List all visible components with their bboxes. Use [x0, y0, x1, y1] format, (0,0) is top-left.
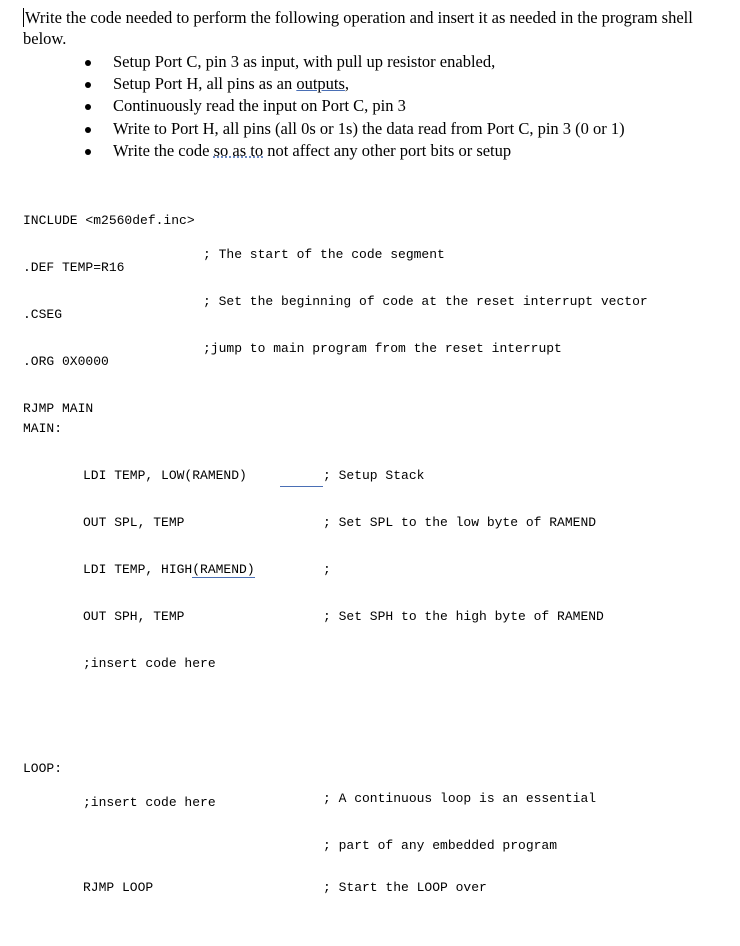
code-line: RJMP MAIN [23, 401, 94, 416]
code-line: OUT SPH, TEMP [83, 609, 185, 624]
text-cursor [23, 8, 24, 27]
code-comment: ; part of any embedded program [323, 838, 558, 853]
loop-label: LOOP: [23, 761, 63, 776]
main-label: MAIN: [23, 421, 63, 436]
code-line: .ORG 0X0000 [23, 354, 109, 369]
code-comment: ; The start of the code segment [203, 247, 445, 262]
grammar-flag-outputs[interactable]: outputs [296, 74, 345, 94]
code-comment: ; Set SPL to the low byte of RAMEND [323, 515, 597, 530]
header-comments [203, 216, 648, 372]
bullet-icon [85, 127, 91, 133]
code-comment: ; Set SPH to the high byte of RAMEND [323, 609, 604, 624]
code-line: .DEF TEMP=R16 [23, 260, 125, 275]
list-item: Setup Port C, pin 3 as input, with pull up resistor enabled, [84, 51, 625, 73]
insert-code-placeholder: ;insert code here [83, 656, 216, 671]
code-comment: ;jump to main program from the reset interrupt [203, 341, 562, 356]
code-comment: ; Setup Stack [323, 468, 425, 483]
ramend-underlined: (RAMEND) [192, 562, 255, 577]
code-line: LDI TEMP, LOW(RAMEND) [83, 468, 247, 483]
bullet-icon [85, 60, 91, 66]
instructions-paragraph [23, 7, 735, 49]
bullet-icon [85, 104, 91, 110]
grammar-flag-so-as-to[interactable]: so as to [213, 140, 264, 160]
underline-extension [280, 486, 323, 487]
insert-code-placeholder: ;insert code here [83, 795, 216, 810]
code-comment: ; A continuous loop is an essential [323, 791, 597, 806]
requirements-list [84, 51, 625, 162]
code-comment: ; [323, 562, 331, 577]
code-line: INCLUDE <m2560def.inc> [23, 213, 195, 228]
instructions-text: Write the code needed to perform the following operation and insert it as needed in the program shell below. [23, 8, 693, 48]
main-code-block [83, 437, 255, 687]
code-line: LDI TEMP, HIGH(RAMEND) [83, 562, 255, 577]
list-item: Write to Port H, all pins (all 0s or 1s) the data read from Port C, pin 3 (0 or 1) [84, 118, 625, 140]
code-comment: ; Start the LOOP over [323, 880, 487, 895]
code-line: OUT SPL, TEMP [83, 515, 185, 530]
bullet-icon [85, 82, 91, 88]
header-code-block [23, 182, 195, 432]
list-item: Continuously read the input on Port C, pin 3 [84, 95, 625, 117]
list-item: Write the code so as to not affect any other port bits or setup [84, 140, 625, 162]
rjmp-loop-line: RJMP LOOP [83, 880, 154, 895]
main-comments [323, 437, 604, 640]
list-item: Setup Port H, all pins as an outputs, [84, 73, 625, 95]
code-line: .CSEG [23, 307, 63, 322]
code-comment: ; Set the beginning of code at the reset interrupt vector [203, 294, 648, 309]
loop-comments [323, 760, 596, 869]
bullet-icon [85, 149, 91, 155]
